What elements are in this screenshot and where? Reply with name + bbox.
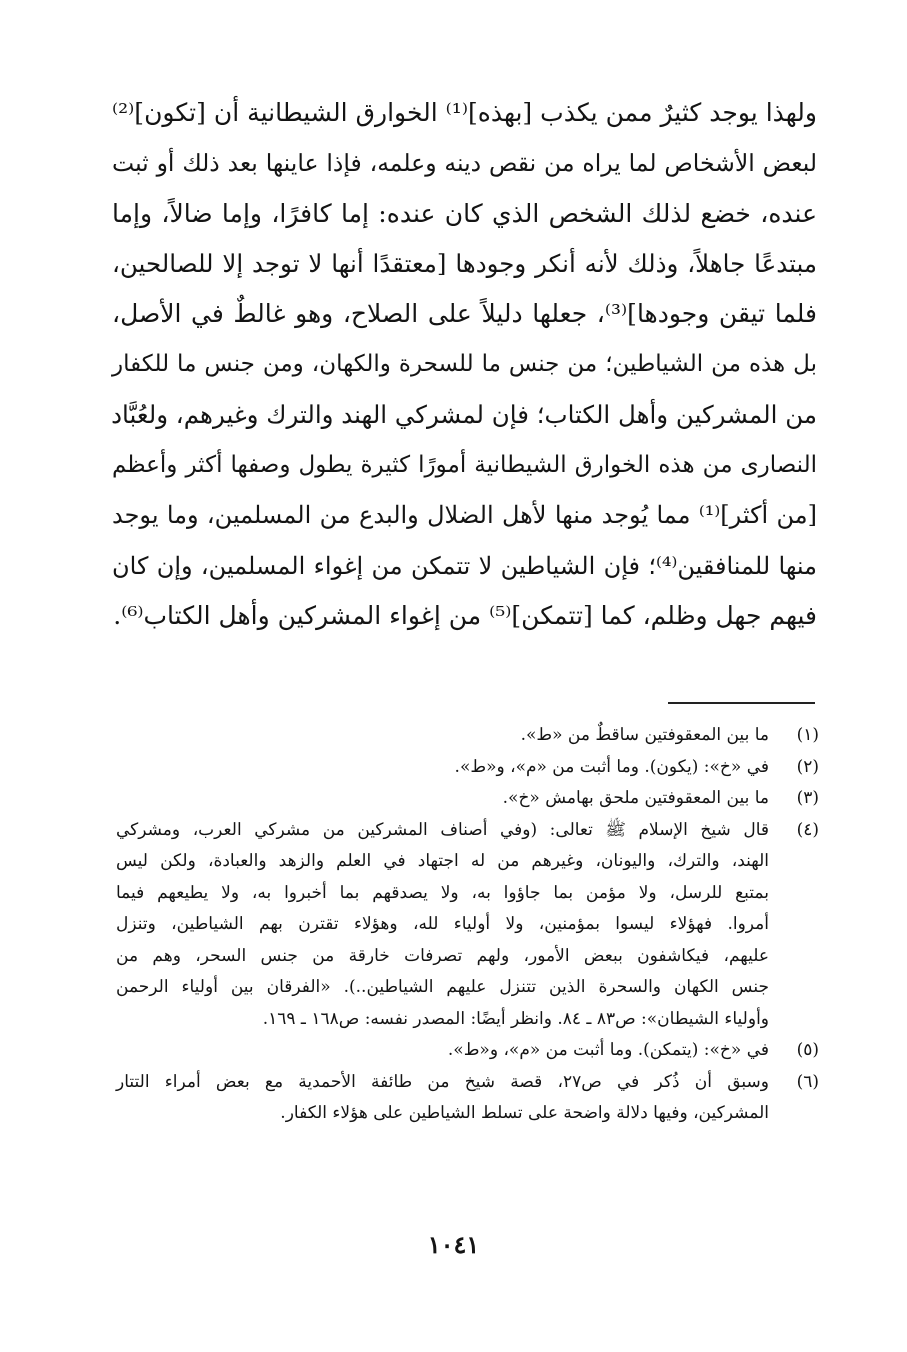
footnote-body xyxy=(116,783,769,815)
footnote xyxy=(116,720,819,752)
footnote-line: وسبق أن ذُكر في ص٢٧، قصة شيخ من طائفة الأحمدية مع بعض أمراء التتار xyxy=(116,1071,769,1092)
footnote xyxy=(116,1067,819,1130)
text-line: النصارى من هذه الخوارق الشيطانية أمورًا كثيرة يطول وصفها أكثر وأعظم xyxy=(112,452,817,479)
footnote-line: بمتبع للرسل، ولا مؤمن بما جاؤوا به، ولا يصدقهم بما أخبروا به، ولا يطيعهم فيما xyxy=(116,882,769,903)
footnote-line: الهند، والترك، واليونان، وغيرهم من له اجتهاد في العلم والزهد والعبادة، ولكن ليس xyxy=(116,851,769,871)
footnote-line: ما بين المعقوفتين ساقطٌ من «ط». xyxy=(520,725,769,745)
footnote-body xyxy=(116,815,769,1036)
text-line: بل هذه من الشياطين؛ من جنس ما للسحرة والكهان، ومن جنس ما للكفار xyxy=(112,351,817,378)
text-line: منها للمنافقين⁽⁴⁾؛ فإن الشياطين لا تتمكن من إغواء المسلمين، وإن كان xyxy=(112,551,817,580)
footnote-body xyxy=(116,720,769,752)
footnote-line: المشركين، وفيها دلالة واضحة على تسلط الشياطين على هؤلاء الكفار. xyxy=(280,1103,769,1123)
footnote-number: (٤) xyxy=(796,819,819,840)
text-line: ولهذا يوجد كثيرٌ ممن يكذب [بهذه]⁽¹⁾ الخوارق الشيطانية أن [تكون]⁽²⁾ xyxy=(112,98,818,127)
footnote xyxy=(116,783,819,815)
text-line: [من أكثر]⁽¹⁾ مما يُوجد منها لأهل الضلال والبدع من المسلمين، وما يوجد xyxy=(112,501,818,530)
text-line: من المشركين وأهل الكتاب؛ فإن لمشركي الهند والترك وغيرهم، ولعُبَّاد xyxy=(111,399,817,429)
footnote-number: (١) xyxy=(796,725,819,745)
footnote-line: أمروا. فهؤلاء ليسوا بمؤمنين، ولا أولياء لله، وهؤلاء تقترن بهم الشياطين، وتنزل xyxy=(116,914,769,934)
footnote-line: في «خ»: (يتمكن). وما أثبت من «م»، و«ط». xyxy=(447,1040,769,1060)
footnote-separator xyxy=(668,702,815,704)
footnotes xyxy=(116,720,819,1130)
footnote xyxy=(116,1035,819,1067)
footnote-number: (٦) xyxy=(796,1071,819,1092)
text-line: فلما تيقن وجودها]⁽³⁾، جعلها دليلاً على الصلاح، وهو غالطٌ في الأصل، xyxy=(112,299,817,329)
footnote-body xyxy=(116,1035,769,1067)
footnote-number: (٣) xyxy=(796,788,819,808)
footnote-line: في «خ»: (يكون). وما أثبت من «م»، و«ط». xyxy=(454,756,769,777)
footnote-number: (٢) xyxy=(796,756,819,777)
footnote-body xyxy=(116,1067,769,1130)
footnote-body xyxy=(116,752,769,784)
text-line: عنده، خضع لذلك الشخص الذي كان عنده: إما كافرًا، وإما ضالاً، وإما xyxy=(112,198,817,228)
footnote-line: ما بين المعقوفتين ملحق بهامش «خ». xyxy=(502,788,769,808)
footnote xyxy=(116,815,819,1036)
main-text xyxy=(112,88,817,641)
footnote-number: (٥) xyxy=(796,1040,819,1060)
text-line: مبتدعًا جاهلاً، وذلك لأنه أنكر وجودها [معتقدًا أنها لا توجد إلا للصالحين، xyxy=(112,248,817,278)
page-number: ١٠٤١ xyxy=(427,1230,480,1259)
footnote-line: جنس الكهان والسحرة الذين تتنزل عليهم الشياطين..). «الفرقان بين أولياء الرحمن xyxy=(116,977,769,997)
footnote-line: قال شيخ الإسلام ﷺ تعالى: (وفي أصناف المشركين من مشركي العرب، ومشركي xyxy=(116,819,769,840)
text-line: لبعض الأشخاص لما يراه من نقص دينه وعلمه، فإذا عاينها بعد ذلك أو ثبت xyxy=(112,149,817,178)
footnote xyxy=(116,752,819,784)
footnote-line: وأولياء الشيطان»: ص٨٣ ـ ٨٤. وانظر أيضًا: المصدر نفسه: ص١٦٨ ـ ١٦٩. xyxy=(262,1008,769,1029)
text-line: فيهم جهل وظلم، كما [تتمكن]⁽⁵⁾ من إغواء المشركين وأهل الكتاب⁽⁶⁾. xyxy=(113,600,817,630)
footnote-line: عليهم، فيكاشفون ببعض الأمور، ولهم تصرفات خارقة من جنس السحر، وهم من xyxy=(116,945,769,966)
